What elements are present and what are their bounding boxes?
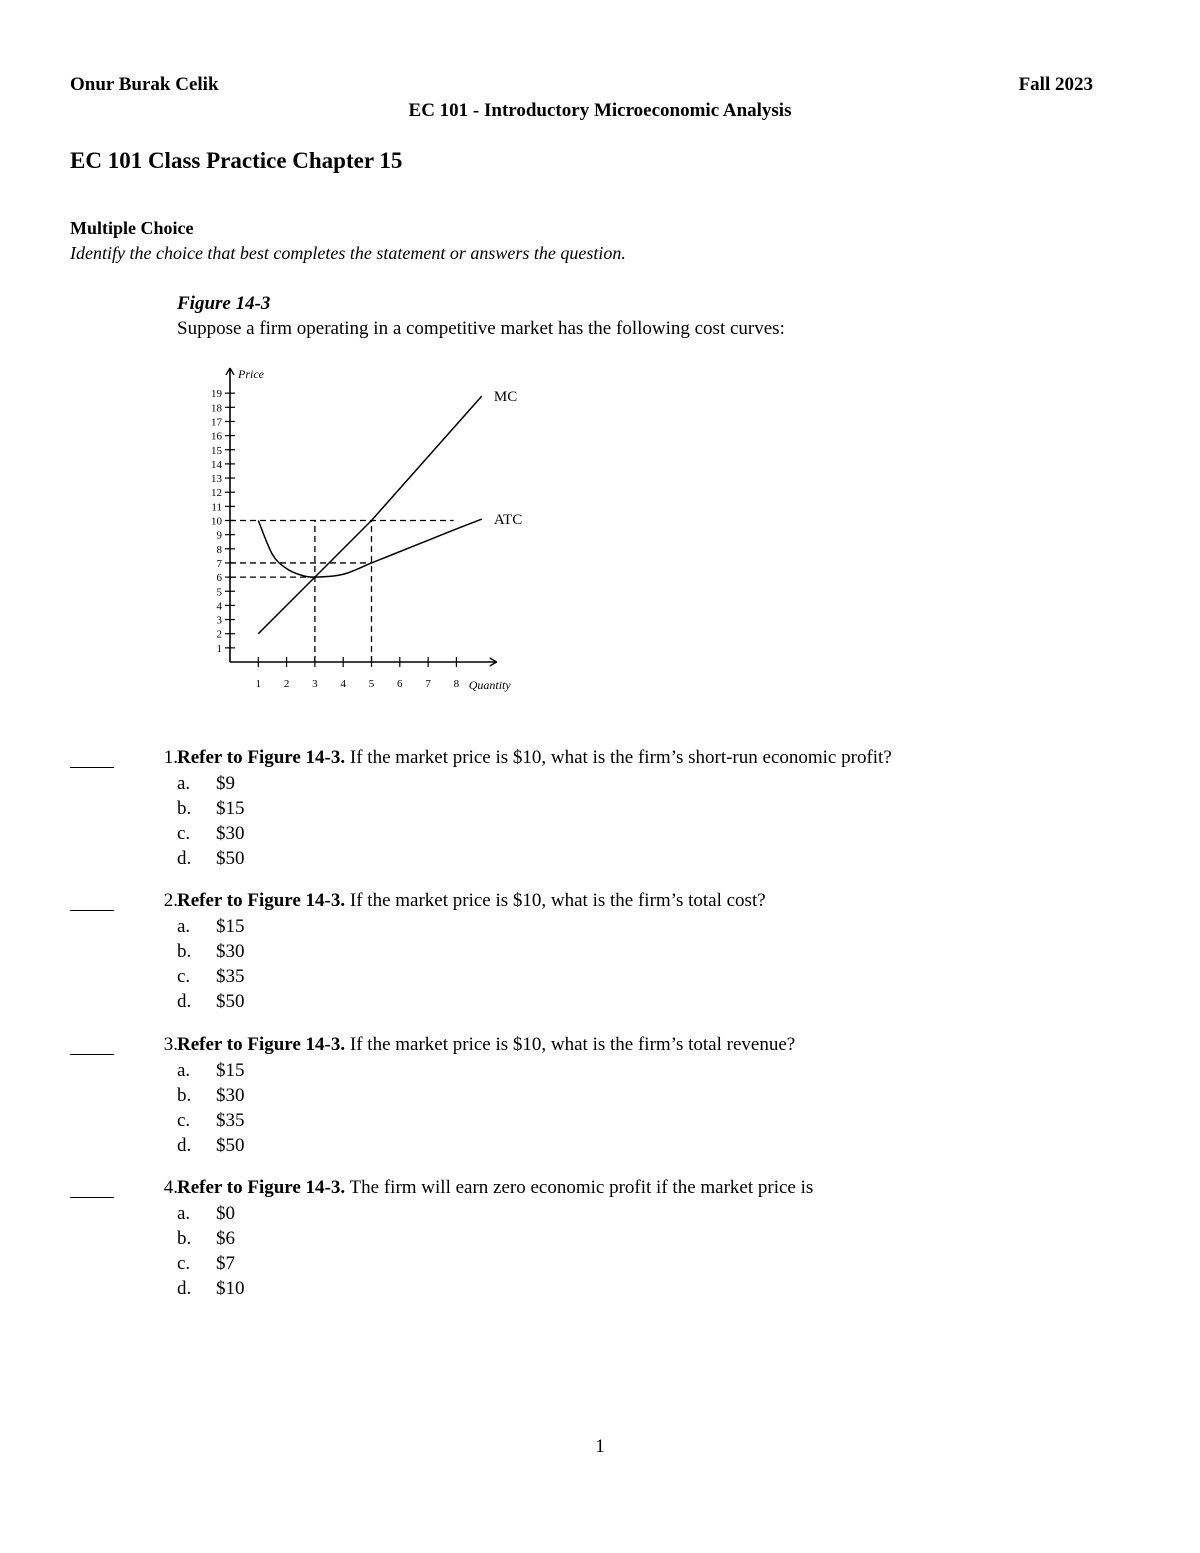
question-stem [177,1034,795,1056]
y-tick-label: 6 [216,572,222,585]
question-lead: Refer to Figure 14-3. [177,1034,346,1055]
choice-letter: d. [177,991,192,1012]
choice-text: $9 [216,773,235,794]
y-tick-label: 12 [211,487,222,500]
answer-blank[interactable] [70,1177,114,1198]
answer-blank[interactable] [70,890,114,911]
x-tick-label: 5 [368,678,375,690]
series-line-atc [258,519,482,577]
series-label-mc: MC [493,388,518,405]
answer-blank[interactable] [70,747,114,768]
y-tick-label: 1 [216,642,222,655]
y-tick-label: 17 [211,416,222,429]
question-number: 3. [163,1034,178,1055]
y-tick-label: 3 [216,614,222,627]
y-tick-label: 11 [211,501,222,514]
y-tick-label: 9 [216,529,222,542]
choice-text: $50 [216,1135,245,1156]
choice-text: $15 [216,798,245,819]
question-lead: Refer to Figure 14-3. [177,1177,346,1198]
choice-letter: a. [177,1060,191,1081]
y-tick-label: 5 [216,586,222,599]
question-stem [177,747,892,769]
question-text: If the market price is $10, what is the firm’s short-run economic profit? [345,747,892,768]
y-tick-label: 19 [211,388,222,401]
series-label-atc: ATC [493,512,523,529]
figure-caption: Suppose a firm operating in a competitive market has the following cost curves: [177,318,785,339]
choice-letter: d. [177,1278,192,1299]
choice-letter: c. [177,1110,191,1131]
cost-curves-chart [190,360,550,700]
answer-blank[interactable] [70,1034,114,1055]
choice-text: $35 [216,1110,245,1131]
section-heading: Multiple Choice [70,218,194,238]
choice-text: $6 [216,1228,235,1249]
choice-letter: c. [177,823,191,844]
choice-letter: a. [177,1203,191,1224]
question-number: 1. [163,747,178,768]
choice-letter: c. [177,966,191,987]
choice-letter: b. [177,798,192,819]
choice-letter: d. [177,848,192,869]
x-tick-label: 2 [283,678,290,690]
choice-text: $30 [216,823,245,844]
choice-letter: a. [177,773,191,794]
page-title: EC 101 Class Practice Chapter 15 [70,148,403,173]
x-tick-label: 7 [425,678,431,690]
course-title: EC 101 - Introductory Microeconomic Analysis [408,100,792,121]
choice-letter: b. [177,941,192,962]
question-text: If the market price is $10, what is the firm’s total cost? [345,890,766,911]
choice-text: $7 [216,1253,235,1274]
choice-text: $50 [216,991,245,1012]
x-tick-label: 6 [397,678,403,690]
y-axis-label: Price [238,367,264,381]
choice-text: $10 [216,1278,245,1299]
choice-letter: d. [177,1135,192,1156]
question-lead: Refer to Figure 14-3. [177,890,346,911]
choice-text: $30 [216,941,245,962]
y-tick-label: 8 [216,543,222,556]
choice-text: $30 [216,1085,245,1106]
section-instructions: Identify the choice that best completes the statement or answers the question. [70,243,626,263]
term-label: Fall 2023 [1018,74,1093,95]
figure-title: Figure 14-3 [177,293,271,314]
question-lead: Refer to Figure 14-3. [177,747,346,768]
x-tick-label: 3 [312,678,318,690]
page-number: 1 [595,1436,605,1457]
question-stem [177,890,766,912]
choice-text: $15 [216,1060,245,1081]
y-tick-label: 7 [216,557,222,570]
question-number: 4. [163,1177,178,1198]
x-tick-label: 1 [255,678,262,690]
choice-letter: b. [177,1085,192,1106]
y-tick-label: 14 [211,458,222,471]
choice-text: $15 [216,916,245,937]
y-tick-label: 2 [216,628,222,641]
choice-letter: a. [177,916,191,937]
question-stem [177,1177,813,1199]
y-tick-label: 15 [211,444,222,457]
question-number: 2. [163,890,178,911]
x-tick-label: 4 [340,678,346,690]
y-tick-label: 18 [211,402,222,415]
question-text: If the market price is $10, what is the firm’s total revenue? [345,1034,796,1055]
y-tick-label: 4 [216,600,222,613]
series-line-mc [258,396,482,634]
choice-text: $35 [216,966,245,987]
choice-text: $0 [216,1203,235,1224]
choice-letter: b. [177,1228,192,1249]
x-tick-label: 8 [453,678,460,690]
y-tick-label: 16 [211,430,222,443]
choice-letter: c. [177,1253,191,1274]
author-name: Onur Burak Celik [70,74,219,95]
y-tick-label: 13 [211,473,222,486]
question-text: The firm will earn zero economic profit if the market price is [345,1177,814,1198]
choice-text: $50 [216,848,245,869]
x-axis-label: Quantity [468,678,511,692]
y-tick-label: 10 [211,515,222,528]
